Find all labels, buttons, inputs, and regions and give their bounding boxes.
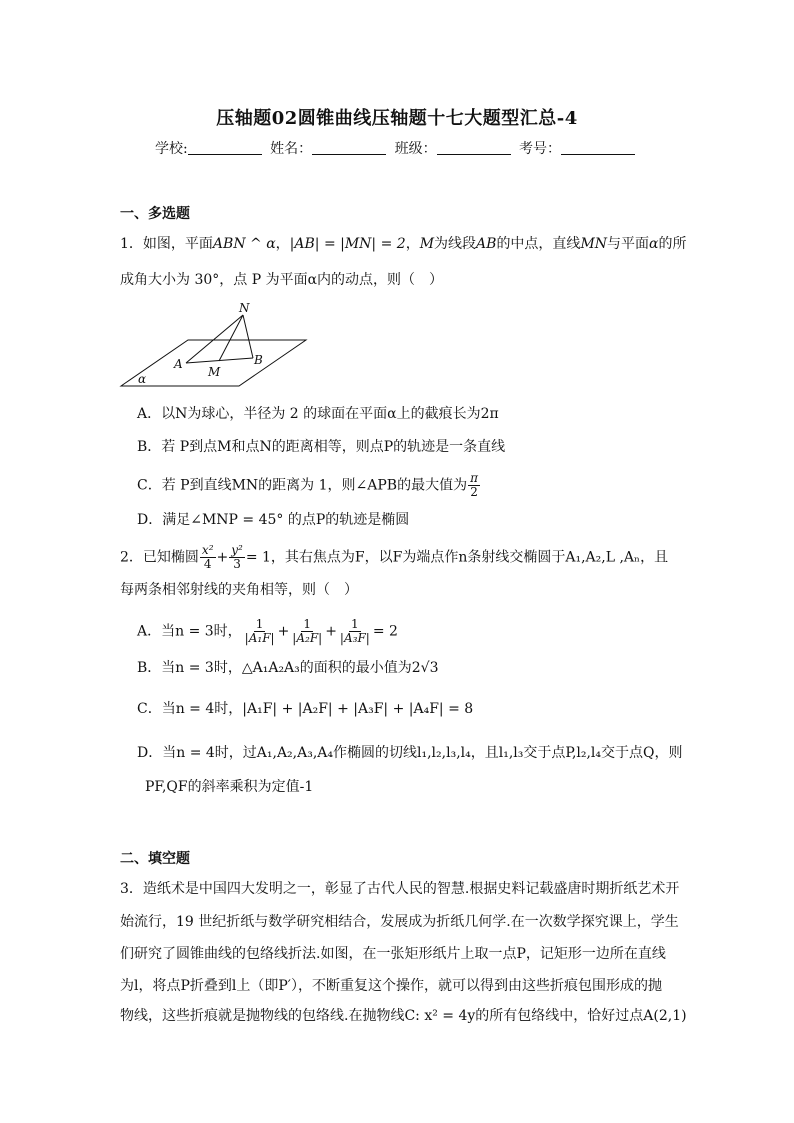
q1-math: AB [476, 236, 497, 252]
q2-option-d-line2: PF,QF的斜率乘积为定值-1 [145, 779, 314, 795]
label-alpha: α [138, 372, 147, 386]
frac-num: 1 [255, 617, 264, 631]
frac-num: 1 [351, 617, 359, 631]
fraction-pi-over-2 [468, 472, 480, 499]
fraction-1-over-a2f [290, 618, 324, 645]
q2-text: = 1，其右焦点为F，以F为端点作n条射线交椭圆于A₁,A₂,L ,Aₙ，且 [245, 549, 669, 566]
frac-num: x² [201, 543, 214, 557]
q1-text: ， [275, 236, 290, 252]
q2-option-c[interactable]: C．当n = 4时，|A₁F| + |A₂F| + |A₃F| + |A₄F| = 8 [137, 701, 474, 717]
plane-alpha [121, 340, 306, 386]
q1-math: |AB| = |MN| = 2 [289, 236, 406, 252]
frac-den: |A₃F| [339, 631, 370, 645]
plus: + [325, 623, 337, 640]
frac-num: y² [231, 543, 243, 557]
section-heading-fill-in: 二、填空题 [120, 851, 190, 867]
q1-math: MN [580, 236, 608, 252]
q1-figure [118, 300, 318, 392]
q3-line5: 物线，这些折痕就是抛物线的包络线.在抛物线C: x² = 4y的所有包络线中，恰好过点A(2,1) [120, 1008, 687, 1024]
number-label: 考号： [519, 141, 562, 157]
frac-num: 1 [303, 617, 312, 631]
q1-text: 与平面 [607, 236, 650, 252]
q1-text: 的中点，直线 [496, 236, 581, 252]
q3-line1: 3．造纸术是中国四大发明之一，彰显了古代人民的智慧.根据史料记载盛唐时期折纸艺术开 [120, 881, 680, 897]
frac-den: 4 [203, 557, 212, 571]
q1-option-a[interactable]: A．以N为球心，半径为 2 的球面在平面α上的截痕长为2π [137, 406, 499, 422]
frac-den: |A₁F| [244, 631, 275, 645]
segment-BN [243, 315, 253, 358]
name-blank[interactable] [312, 140, 386, 155]
q1-text: 为线段 [434, 236, 477, 252]
school-blank[interactable] [188, 140, 262, 155]
q1-math: M [419, 236, 435, 252]
fraction-1-over-a1f [243, 618, 277, 645]
q3-line3: 们研究了圆锥曲线的包络线折法.如图，在一张矩形纸片上取一点P，记矩形一边所在直线 [120, 946, 666, 962]
section-heading-multiple-choice: 一、多选题 [120, 206, 190, 222]
frac-den: |A₂F| [292, 631, 323, 645]
q1-text: ， [405, 236, 420, 252]
frac-den: 2 [470, 485, 478, 499]
q2-option-a-text: A．当n = 3时， [137, 623, 242, 640]
label-M: M [208, 365, 221, 379]
class-blank[interactable] [437, 140, 511, 155]
page-title: 压轴题02圆锥曲线压轴题十七大题型汇总-4 [216, 108, 578, 129]
q1-text: 的所 [658, 236, 687, 252]
q1-option-b[interactable]: B．若 P到点M和点N的距离相等，则点P的轨迹是一条直线 [137, 439, 506, 455]
plus: + [216, 549, 229, 566]
fraction-y2-over-3 [229, 544, 245, 571]
q3-line2: 始流行，19 世纪折纸与数学研究相结合，发展成为折纸几何学.在一次数学探究课上，学生 [120, 914, 679, 930]
name-label: 姓名： [270, 141, 313, 157]
q1-option-d[interactable]: D．满足∠MNP = 45° 的点P的轨迹是椭圆 [137, 512, 410, 528]
label-N: N [239, 301, 250, 315]
plus: + [277, 623, 290, 640]
q1-option-c-text: C．若 P到直线MN的距离为 1，则∠APB的最大值为 [137, 477, 468, 494]
q3-line4: 为l，将点P折叠到l上（即P′），不断重复这个操作，就可以得到由这些折痕包围形成的抛 [120, 978, 662, 994]
q1-option-c[interactable] [137, 472, 481, 499]
frac-num: π [470, 471, 478, 485]
q2-stem-line2: 每两条相邻射线的夹角相等，则（ ） [120, 582, 358, 598]
q2-option-d-line1[interactable]: D．当n = 4时，过A₁,A₂,A₃,A₄作椭圆的切线l₁,l₂,l₃,l₄，且l₁,l₃交于点P,l₂,l₄交于点Q，则 [137, 745, 683, 761]
fraction-1-over-a3f [338, 618, 372, 645]
q2-stem-line1 [120, 544, 680, 571]
number-blank[interactable] [561, 140, 635, 155]
equals-2: = 2 [372, 623, 398, 640]
q1-text: 1．如图，平面 [120, 236, 213, 252]
q2-option-b[interactable]: B．当n = 3时，△A₁A₂A₃的面积的最小值为2√3 [137, 660, 439, 676]
q1-math: ABN ^ α [212, 236, 276, 252]
school-label: 学校: [154, 141, 188, 157]
q1-math: α [649, 236, 659, 252]
frac-den: 3 [233, 557, 241, 571]
label-A: A [174, 357, 183, 371]
q1-stem-line1 [120, 234, 687, 254]
q2-text: 2．已知椭圆 [120, 549, 199, 566]
student-info-line [0, 138, 794, 158]
q1-stem-line2: 成角大小为 30°，点 P 为平面α内的动点，则（ ） [120, 272, 444, 288]
label-B: B [254, 353, 263, 367]
class-label: 班级： [394, 141, 437, 157]
fraction-x2-over-4 [200, 544, 216, 571]
segment-MN [219, 315, 243, 361]
segment-AN [186, 315, 243, 363]
q2-option-a[interactable] [137, 618, 398, 645]
